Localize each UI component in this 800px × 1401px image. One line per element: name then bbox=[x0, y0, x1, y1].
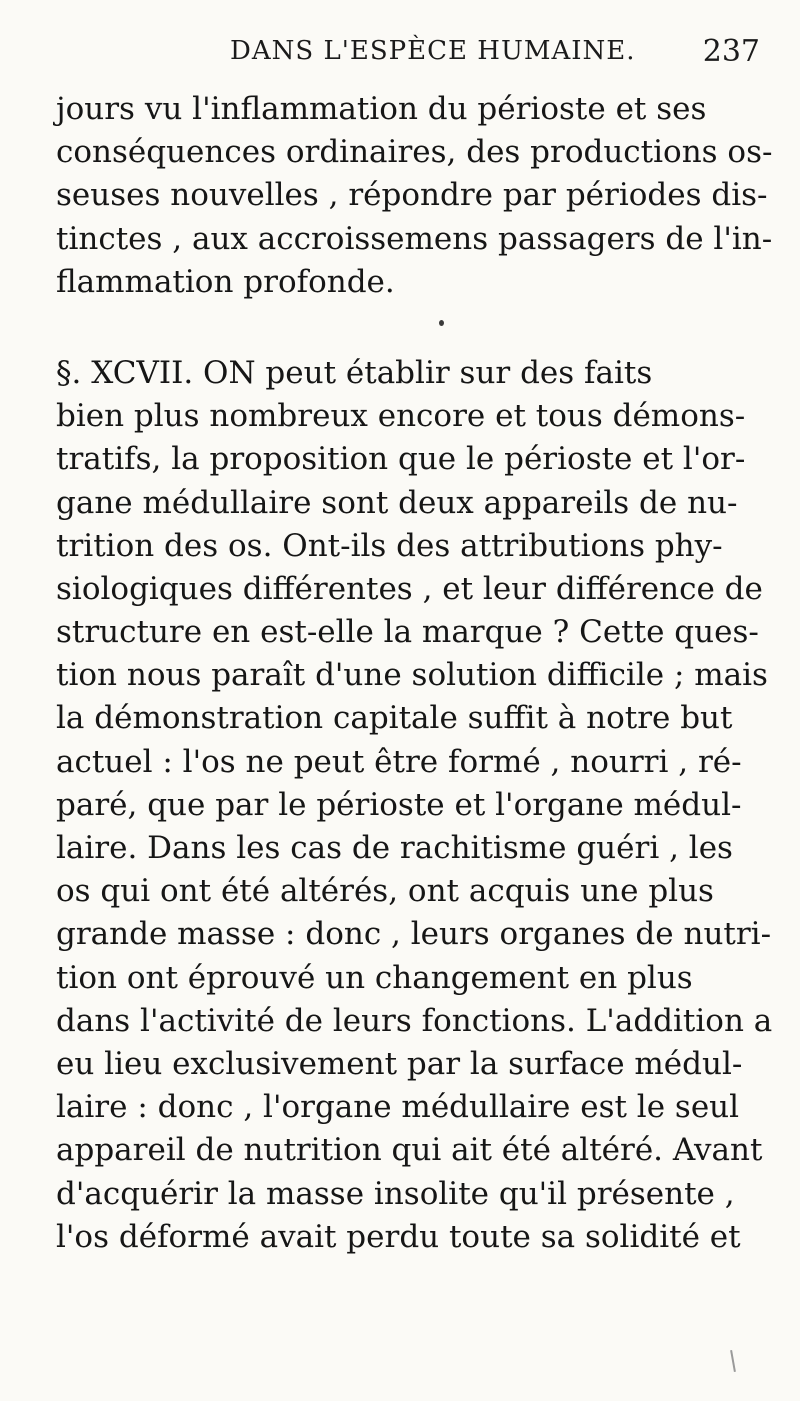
text-line: paré, que par le périoste et l'organe médul- bbox=[56, 786, 742, 823]
text-line: §. XCVII. ON peut établir sur des faits bbox=[56, 354, 653, 391]
text-line: grande masse : donc , leurs organes de nutri- bbox=[56, 916, 772, 953]
text-line: l'os déformé avait perdu toute sa solidité et bbox=[56, 1218, 741, 1255]
text-line: tion ont éprouvé un changement en plus bbox=[56, 959, 693, 996]
text-line: conséquences ordinaires, des productions os- bbox=[56, 134, 773, 171]
page-number: 237 bbox=[702, 34, 760, 69]
text-line: dans l'activité de leurs fonctions. L'addition a bbox=[56, 1002, 773, 1039]
text-line: flammation profonde. bbox=[56, 263, 395, 300]
text-line: appareil de nutrition qui ait été altéré. Avant bbox=[56, 1132, 763, 1169]
text-line: trition des os. Ont-ils des attributions phy- bbox=[56, 527, 723, 564]
text-line: la démonstration capitale suffit à notre but bbox=[56, 700, 733, 737]
text-line: laire. Dans les cas de rachitisme guéri , les bbox=[56, 830, 733, 866]
text-line: seuses nouvelles , répondre par périodes dis- bbox=[56, 177, 768, 214]
text-line: gane médullaire sont deux appareils de nu- bbox=[56, 484, 738, 521]
text-line: laire : donc , l'organe médullaire est le seul bbox=[56, 1089, 740, 1126]
paragraph-gap bbox=[56, 304, 746, 352]
paper-mark bbox=[730, 1350, 736, 1372]
text-line: actuel : l'os ne peut être formé , nourri , ré- bbox=[56, 743, 742, 780]
text-line: siologiques différentes , et leur différence de bbox=[56, 570, 763, 607]
text-line: bien plus nombreux encore et tous démons- bbox=[56, 398, 746, 435]
text-line: os qui ont été altérés, ont acquis une plus bbox=[56, 873, 714, 910]
body-text bbox=[56, 88, 773, 1259]
text-line: tion nous paraît d'une solution difficile ; mais bbox=[56, 657, 768, 694]
text-line: structure en est-elle la marque ? Cette ques- bbox=[56, 614, 759, 651]
text-line: eu lieu exclusivement par la surface médul- bbox=[56, 1045, 743, 1082]
text-line: tinctes , aux accroissemens passagers de l'in- bbox=[56, 220, 773, 257]
running-head: DANS L'ESPÈCE HUMAINE. bbox=[230, 36, 636, 66]
page-header bbox=[230, 26, 760, 69]
text-line: d'acquérir la masse insolite qu'il présente , bbox=[56, 1175, 735, 1212]
text-line: jours vu l'inflammation du périoste et ses bbox=[56, 91, 707, 127]
text-line: tratifs, la proposition que le périoste et l'or- bbox=[56, 441, 746, 478]
